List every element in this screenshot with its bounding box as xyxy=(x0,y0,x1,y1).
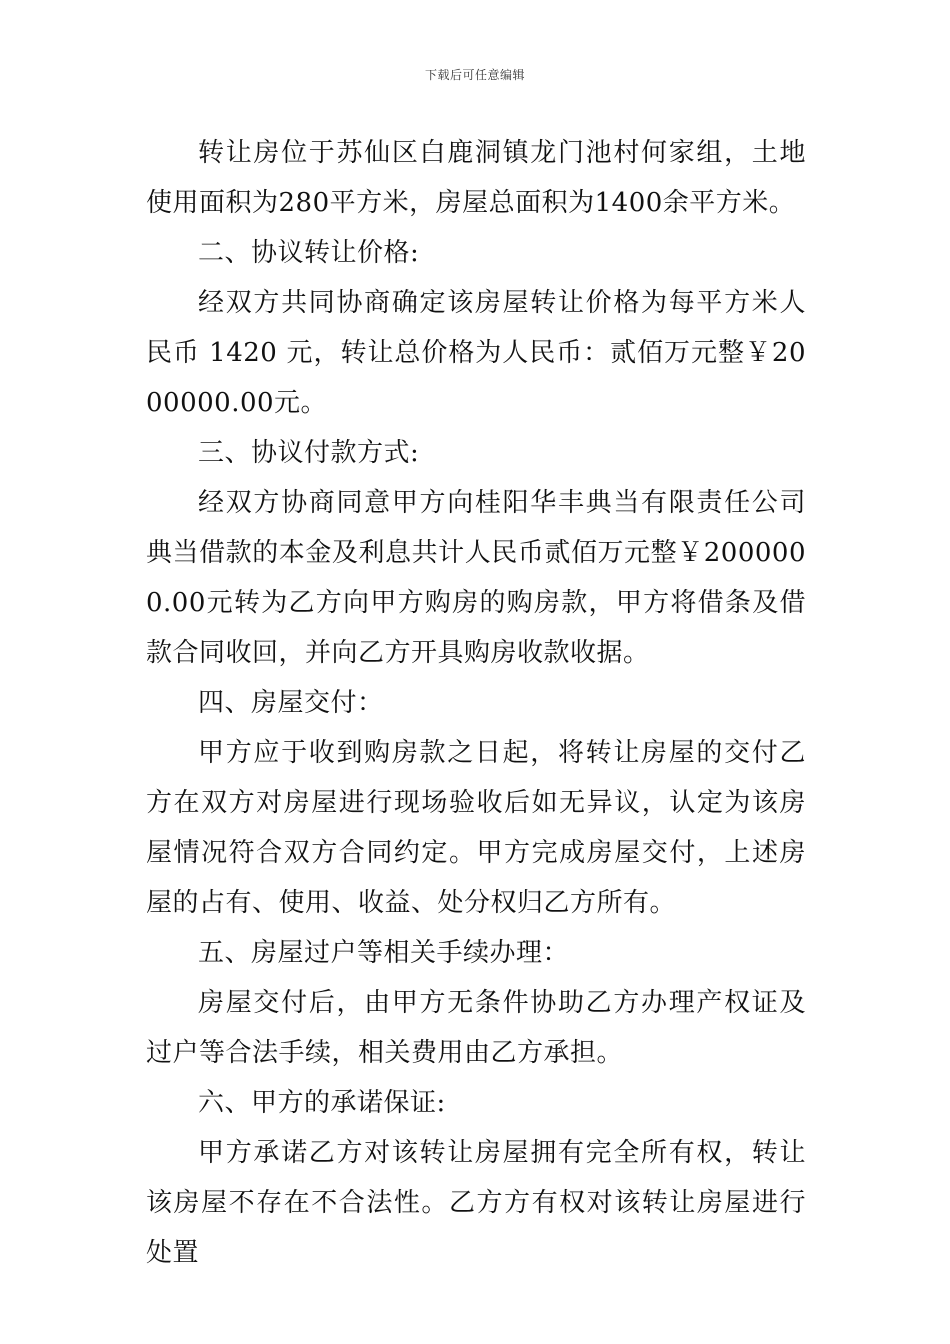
paragraph-property-location: 转让房位于苏仙区白鹿洞镇龙门池村何家组，土地使用面积为280平方米，房屋总面积为1400余平方米。 xyxy=(146,138,806,218)
paragraph-price: 经双方共同协商确定该房屋转让价格为每平方米人民币 1420 元，转让总价格为人民币：贰佰万元整￥2000000.00元。 xyxy=(146,288,806,418)
section-heading-payment: 三、协议付款方式: xyxy=(198,438,420,468)
section-heading-price: 二、协议转让价格: xyxy=(198,238,420,268)
paragraph-payment: 经双方协商同意甲方向桂阳华丰典当有限责任公司典当借款的本金及利息共计人民币贰佰万元整￥2000000.00元转为乙方向甲方购房的购房款，甲方将借条及借款合同收回，并向乙方开具购房收款收据。 xyxy=(146,488,806,668)
paragraph-guarantee: 甲方承诺乙方对该转让房屋拥有完全所有权，转让该房屋不存在不合法性。乙方方有权对该转让房屋进行处置 xyxy=(146,1138,806,1268)
section-heading-guarantee: 六、甲方的承诺保证: xyxy=(198,1088,446,1118)
section-heading-delivery: 四、房屋交付： xyxy=(198,688,384,718)
document-body xyxy=(146,128,806,1278)
header-note: 下载后可任意编辑 xyxy=(424,68,525,82)
paragraph-delivery: 甲方应于收到购房款之日起，将转让房屋的交付乙方在双方对房屋进行现场验收后如无异议，认定为该房屋情况符合双方合同约定。甲方完成房屋交付，上述房屋的占有、使用、收益、处分权归乙方所有。 xyxy=(146,738,806,918)
paragraph-transfer: 房屋交付后，由甲方无条件协助乙方办理产权证及过户等合法手续，相关费用由乙方承担。 xyxy=(146,988,806,1068)
section-heading-transfer: 五、房屋过户等相关手续办理： xyxy=(198,938,570,968)
